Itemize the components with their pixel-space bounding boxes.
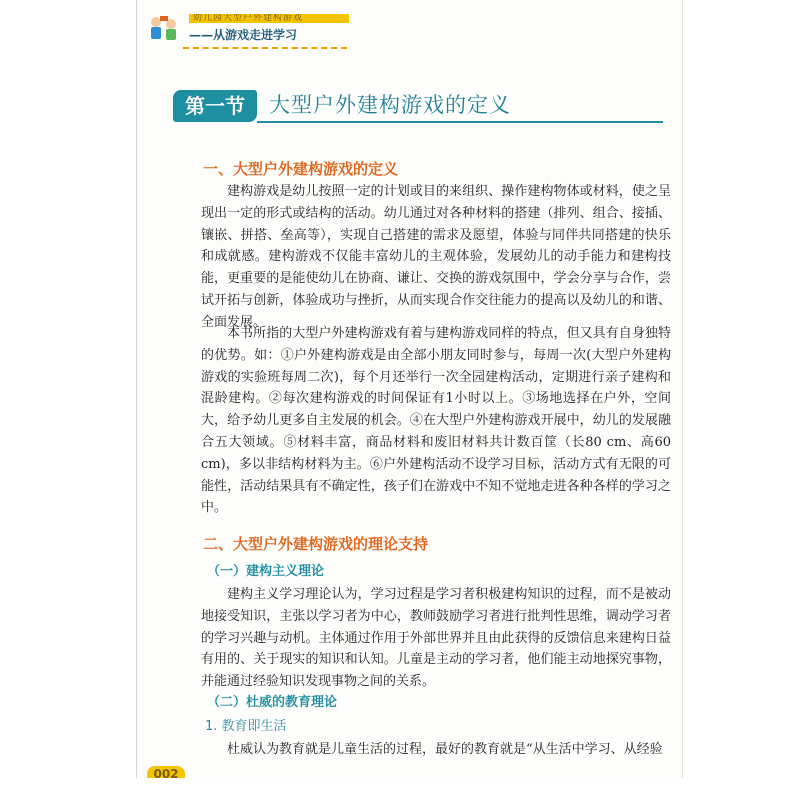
subheading-constructivism: （一）建构主义理论: [207, 564, 325, 579]
point-education-is-life: 1. 教育即生活: [205, 719, 287, 734]
paragraph-constructivism: 建构主义学习理论认为，学习过程是学习者积极建构知识的过程，而不是被动地接受知识，主张以学习者为中心，教师鼓励学习者进行批判性思维，调动学习者的学习兴趣与动机。主体通过作用于外部世界并且由此获得的反馈信息来建构日益有用的、关于现实的知识和认知。儿童是主动的学习者，他们能主动地探究事物，并能通过经验知识发现事物之间的关系。: [201, 587, 671, 690]
children-illustration-icon: [147, 14, 181, 44]
section-rule: [257, 121, 663, 123]
page-number: 002: [147, 766, 185, 778]
subheading-dewey: （二）杜威的教育理论: [207, 695, 338, 710]
section-badge: 第一节: [173, 90, 257, 122]
paragraph-definition: 建构游戏是幼儿按照一定的计划或目的来组织、操作建构物体或材料，使之呈现出一定的形式或结构的活动。幼儿通过对各种材料的搭建（排列、组合、接插、镶嵌、拼搭、垒高等），实现自己搭建的需求及愿望，体验与同伴共同搭建的快乐和成就感。建构游戏不仅能丰富幼儿的主观体验，发展幼儿的动手能力和建构技能，更重要的是能使幼儿在协商、谦让、交换的游戏氛围中，学会分享与合作，尝试开拓与创新，体验成功与挫折，从而实现合作交往能力的提高以及幼儿的和谐、全面发展。: [201, 184, 671, 330]
heading-theory: 二、大型户外建构游戏的理论支持: [203, 535, 429, 553]
section-title: 大型户外建构游戏的定义: [269, 93, 511, 117]
book-subtitle: ——从游戏走进学习: [189, 28, 298, 42]
book-page: [136, 0, 683, 778]
heading-definition: 一、大型户外建构游戏的定义: [203, 160, 399, 178]
book-title: 幼儿园大型户外建构游戏: [193, 14, 304, 23]
header-divider: [183, 47, 347, 49]
paragraph-dewey: 杜威认为教育就是儿童生活的过程，最好的教育就是“从生活中学习、从经验: [227, 742, 663, 757]
section-heading: [173, 88, 663, 126]
paragraph-advantages: 本书所指的大型户外建构游戏有着与建构游戏同样的特点，但又具有自身独特的优势。如：①户外建构游戏是由全部小朋友同时参与，每周一次(大型户外建构游戏的实验班每周二次)，每个月还举行一次全园建构活动，定期进行亲子建构和混龄建构。②每次建构游戏的时间保证有1小时以上。③场地选择在户外，空间大，给予幼儿更多自主发展的机会。④在大型户外建构游戏开展中，幼儿的发展融合五大领域。⑤材料丰富，商品材料和废旧材料共计数百筐（长80 cm、高60 cm)，多以非结构材料为主。⑥户外建构活动不设学习目标，活动方式有无限的可能性，活动结果具有不确定性，孩子们在游戏中不知不觉地走进各种各样的学习之中。: [201, 326, 671, 516]
